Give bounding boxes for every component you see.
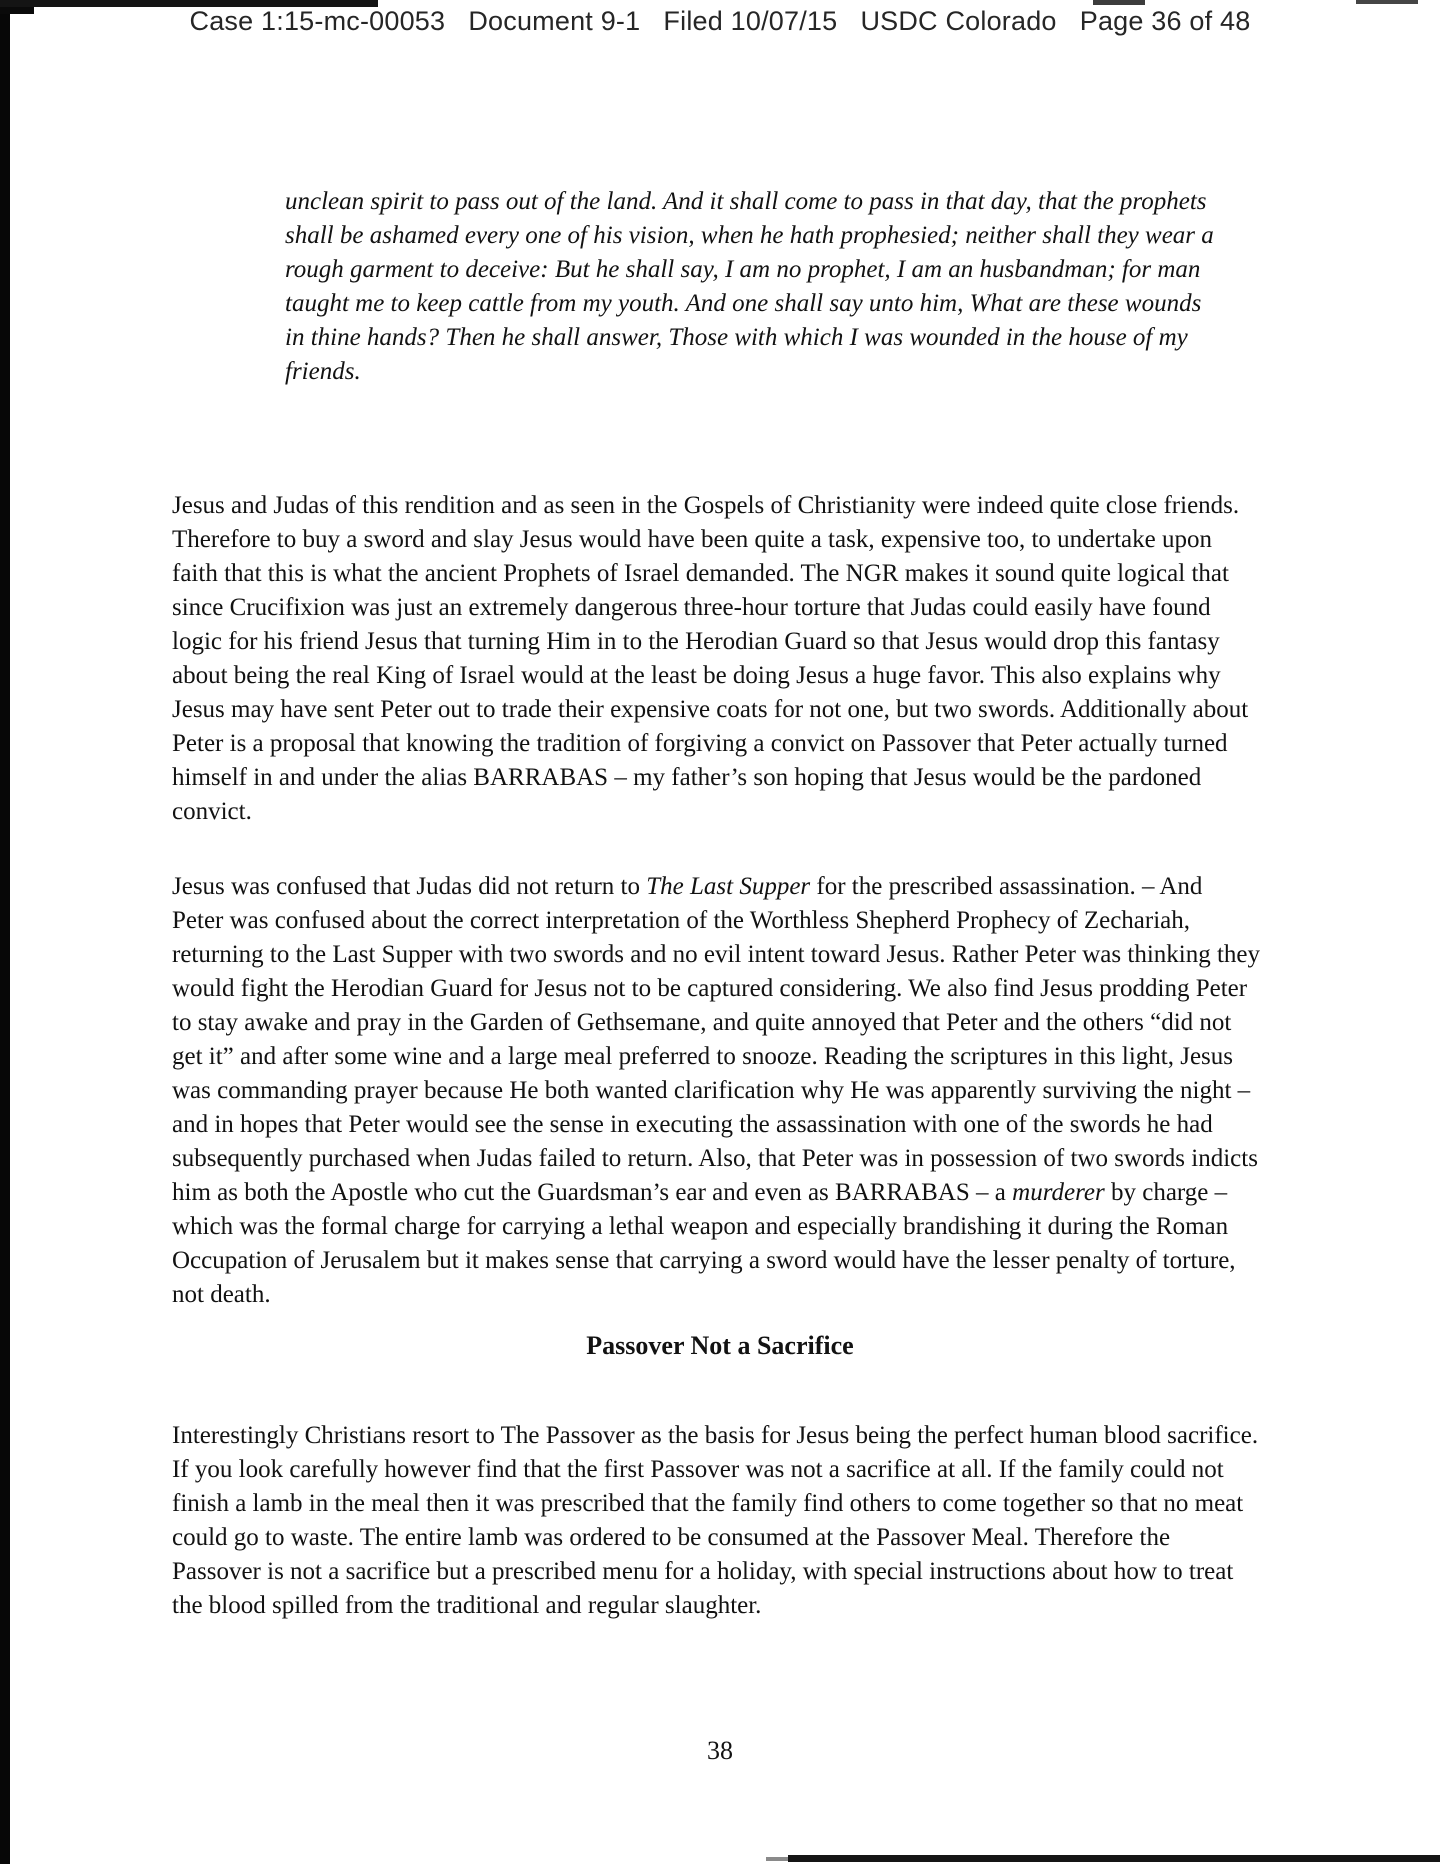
scan-artifact-left-edge (0, 0, 10, 1864)
section-heading-passover: Passover Not a Sacrifice (586, 1331, 854, 1360)
paragraph-2-italic-last-supper: The Last Supper (646, 873, 811, 900)
body-paragraph-3: Interestingly Christians resort to The Passover as the basis for Jesus being the perfect human blood sacrifice. If you look carefully however find that the first Passover was not a sacrifice at all. If the family could not finish a lamb in the meal then it was prescribed that the family find others to come together so that no meat could go to waste. The entire lamb was ordered to be consumed at the Passover Meal. Therefore the Passover is not a sacrifice but a prescribed menu for a holiday, with special instructions about how to treat the blood spilled from the traditional and regular slaughter. (172, 1422, 1259, 1619)
scan-artifact-top-mark-a (1093, 0, 1145, 5)
paragraph-2-segment-1: Jesus was confused that Judas did not return to (172, 873, 647, 900)
scripture-block-quote: unclean spirit to pass out of the land. And it shall come to pass in that day, that the prophets shall be ashamed every one of his vision, when he hath prophesied; neither shall they wear a rough garment to deceive: But he shall say, I am no prophet, I am an husbandman; for man taught me to keep cattle from my youth. And one shall say unto him, What are these wounds in thine hands? Then he shall answer, Those with which I was wounded in the house of my friends. (285, 188, 1214, 385)
scan-artifact-top-mark-b (1356, 0, 1418, 4)
scan-artifact-bottom-bar-lead (766, 1857, 790, 1861)
paragraph-2-segment-3: for the prescribed assassination. – And Peter was confused about the correct interpretation of the Worthless Shepherd Prophecy of Zechariah, returning to the Last Supper with two swords and no evil intent toward Jesus. Rather Peter was thinking they would fight the Herodian Guard for Jesus not to be captured considering. We also find Jesus prodding Peter to stay awake and pray in the Garden of Gethsemane, and quite annoyed that Peter and the others “did not get it” and after some wine and a large meal preferred to snooze. Reading the scriptures in this light, Jesus was commanding prayer because He both wanted clarification why He was apparently surviving the night – and in hopes that Peter would see the sense in executing the assassination with one of the swords he had subsequently purchased when Judas failed to return. Also, that Peter was in possession of two swords indicts him as both the Apostle who cut the Guardsman’s ear and even as BARRABAS – a (172, 873, 1261, 1206)
body-paragraph-2 (172, 870, 1260, 1312)
scan-artifact-bottom-bar (788, 1855, 1440, 1862)
body-paragraph-1: Jesus and Judas of this rendition and as seen in the Gospels of Christianity were indeed quite close friends. Therefore to buy a sword and slay Jesus would have been quite a task, expensive too, to undertake upon faith that this is what the ancient Prophets of Israel demanded. The NGR makes it sound quite logical that since Crucifixion was just an extremely dangerous three-hour torture that Judas could easily have found logic for his friend Jesus that turning Him in to the Herodian Guard so that Jesus would drop this fantasy about being the real King of Israel would at the least be doing Jesus a huge favor. This also explains why Jesus may have sent Peter out to trade their expensive coats for not one, but two swords. Additionally about Peter is a proposal that knowing the tradition of forgiving a convict on Passover that Peter actually turned himself in and under the alias BARRABAS – my father’s son hoping that Jesus would be the pardoned convict. (172, 492, 1249, 825)
page-number: 38 (707, 1736, 733, 1765)
paragraph-2-segment-5: by charge – which was the formal charge for carrying a lethal weapon and especially brandishing it during the Roman Occupation of Jerusalem but it makes sense that carrying a sword would have the lesser penalty of torture, not death. (172, 1179, 1236, 1308)
paragraph-2-italic-murderer: murderer (1012, 1179, 1105, 1206)
case-header-stamp: Case 1:15-mc-00053 Document 9-1 Filed 10/07/15 USDC Colorado Page 36 of 48 (189, 6, 1251, 36)
